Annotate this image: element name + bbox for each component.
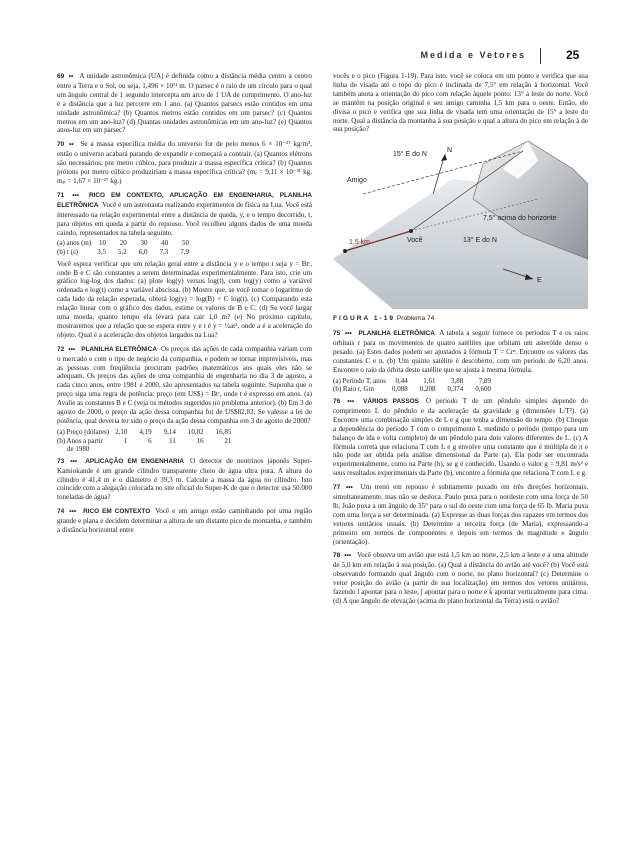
- problem-76: [333, 397, 588, 478]
- problem-75: [333, 329, 588, 375]
- problem-78: [333, 551, 588, 605]
- problem-70: [57, 140, 312, 186]
- problem-73: [57, 457, 312, 503]
- difficulty-dots: ••: [69, 141, 74, 149]
- north-label: N: [447, 147, 453, 155]
- difficulty-dots: •••: [347, 397, 355, 405]
- angle-label-friend: 15° E do N: [393, 151, 427, 159]
- problem-number: 78: [333, 552, 341, 560]
- problem-69: [57, 72, 312, 135]
- table-cell: (a) Período T, anos: [333, 376, 387, 385]
- difficulty-dots: •••: [344, 330, 352, 338]
- problem-number: 77: [333, 484, 341, 492]
- problem-72: [57, 345, 312, 426]
- problem-number: 72: [57, 345, 65, 353]
- table-cell: 11: [169, 436, 176, 445]
- table-row: [333, 377, 503, 386]
- problem-tag: APLICAÇÃO EM ENGENHARIA: [85, 457, 184, 465]
- table-cell: 20: [119, 239, 127, 248]
- page-number: 25: [566, 48, 580, 62]
- table-cell: 30: [140, 239, 148, 248]
- chapter-title: Medida e Vetores: [420, 50, 526, 60]
- table-cell: 10,82: [187, 427, 204, 436]
- table-row: [333, 385, 503, 394]
- friend-marker: [343, 249, 347, 253]
- you-marker: [409, 229, 413, 233]
- problem-tag: PLANILHA ELETRÔNICA: [81, 345, 157, 353]
- difficulty-dots: •••: [344, 552, 352, 560]
- table-cell: 6: [148, 436, 152, 445]
- figure-number: FIGURA 1-19: [333, 315, 396, 323]
- problem-74-continued: vocês e o pico (Figura 1-19). Para isto, você se coloca em um ponto e verifica que sua linha de visada até o topo do pico é inclinada de 7,5° em relação à horizontal. Você também anota a orientação do pico com relação àquele ponto: 13° a leste do norte. Você se mantém na posição original e seu amigo caminha 1,5 km para o oeste. Então, ele divisa o pico e verifica que sua linha de visada tem uma orientação de 15° a leste do norte. Qual a distância da montanha à sua posição e qual a altura do pico em relação à de sua posição?: [333, 72, 588, 134]
- difficulty-dots: •••: [69, 508, 77, 516]
- distance-label: 1,5 km: [349, 239, 371, 247]
- friend-label: Amigo: [347, 177, 367, 185]
- problem-number: 75: [333, 330, 341, 338]
- table-cell: 5,2: [117, 248, 127, 256]
- table-cell: 3,5: [97, 248, 106, 256]
- problem-text: Os preços das ações de cada companhia variam com o mercado e com o tipo de negócio da companhia, e podem se tornar imprevisíveis, mas as pessoas com freqüência procuram padrões matemáticos aos quais eles não se adequam. Os preços das ações de uma companhia de engenharia no dia 3 de agosto, a cada cinco anos, entre 1981 e 2000, são apresentados na tabela seguinte. Suponha que o preço siga uma regra de potência: preço (em US$) = Btᶜ, onde t é expresso em anos. (a) Avalie as constantes B e C (veja os métodos sugeridos no problema anterior). (b) Em 3 de agosto de 2000, o preço da ação dessa companhia foi de US$82,83. Se valesse a lei de potência, qual deveria ter sido o preço da ação dessa companhia em 3 de agosto de 2000?: [57, 344, 313, 425]
- table-cell: (b) t (s): [57, 248, 78, 256]
- problem-text: Um trenó em repouso é subitamente puxado em três direções horizontais, simultaneamente, mas não se desloca. Paulo puxa para o nordeste com uma força de 50 lb. João puxa a um ângulo de 35° para o sul do oeste com uma força de 65 lb. Maria puxa com uma força a ser determinada. (a) Expresse as duas forças dos rapazes em termos dos vetores unitários usuais. (b) Determine a terceira força (de Maria), expressando-a primeiro em termos de componentes e depois em termos de magnitude e ângulo (orientação).: [333, 483, 588, 546]
- table-cell: 0,374: [447, 385, 464, 394]
- table-cell: de 1980: [67, 445, 90, 454]
- problem-text: Você é um astronauta realizando experimentos de física na Lua. Você está interessado na relação experimental entre a distância de queda, y, e o tempo decorrido, t, para objetos em queda a partir do repouso. Você recolheu alguns dados de uma moeda caindo, representados na tabela seguinte.: [57, 200, 312, 237]
- table-cell: 10: [98, 239, 106, 248]
- difficulty-dots: •••: [70, 457, 78, 465]
- table-cell: 2,10: [115, 427, 128, 436]
- table-cell: (b) Raio r, Gm: [333, 385, 374, 394]
- bearing-label: 13° E do N: [463, 237, 497, 245]
- table-row: [57, 428, 243, 437]
- table-cell: 3,88: [451, 376, 464, 385]
- east-label: E: [537, 277, 542, 285]
- problem-text: Você e um amigo estão caminhando por uma região grande e plana e decidem determinar a altura de um distante pico de montanha, e também a distância horizontal entre: [57, 507, 312, 535]
- problem-tag: PLANILHA ELETRÔNICA: [358, 330, 435, 338]
- running-header: [0, 48, 638, 68]
- table-75: [333, 377, 503, 394]
- problem-71: [57, 191, 312, 238]
- table-cell: 7,89: [478, 376, 492, 385]
- problem-text: O detector de neutrinos japonês Super-Kamiokande é um grande cilindro transparente cheio de água ultra pura. A altura do cilindro é 41,4 m e o diâmetro é 39,3 m. Calcule a massa da água no cilindro. Isto coincide com a alegação colocada no site oficial do Super-K de que o detector usa 50.000 toneladas de água?: [57, 456, 312, 502]
- right-column: [333, 72, 588, 611]
- problem-number: 71: [57, 191, 65, 199]
- table-row: [57, 445, 243, 454]
- table-cell: (b) Anos a partir: [57, 436, 104, 445]
- table-cell: 0,600: [475, 385, 492, 394]
- table-cell: 21: [224, 436, 232, 445]
- table-row: [57, 437, 243, 446]
- table-cell: 0,44: [395, 376, 408, 385]
- table-cell: 6,0: [138, 248, 148, 256]
- problem-tag: RICO EM CONTEXTO: [83, 508, 151, 516]
- table-cell: 7,3: [159, 248, 169, 256]
- problem-77: [333, 483, 588, 546]
- problem-tag: VÁRIOS PASSOS: [363, 397, 419, 405]
- table-cell: 0,088: [392, 385, 408, 394]
- difficulty-dots: •••: [345, 484, 353, 492]
- problem-74: [57, 507, 312, 535]
- problem-tag: RICO EM CONTEXTO, APLICAÇÃO EM ENGENHARIA, PLANILHA ELETRÔNICA: [57, 191, 312, 209]
- figure-1-19: [333, 139, 588, 309]
- problem-number: 69: [57, 73, 65, 80]
- table-cell: 16: [196, 436, 204, 445]
- difficulty-dots: •••: [68, 345, 76, 353]
- problem-text: O período T de um pêndulo simples depende do comprimento L do pêndulo e da aceleração da gravidade g (dimensões L/T²). (a) Encontre uma combinação simples de L e g que tenha a dimensão do tempo. (b) Cheque a dependência do período T com o comprimento L medindo o período (tempo para um balanço de ida e volta completo) de um pêndulo para dois valores diferentes de L. (c) A fórmula correta que relaciona T com L e g envolve uma constante que é múltipla de π e não pode ser obtida pela análise dimensional da Parte (a). Ela pode ser encontrada experimentalmente, como na Parte (b), se g é conhecido. Usando o valor g = 9,81 m/s² e seus resultados experimentais da Parte (b), encontre a fórmula que relaciona T com L e g.: [333, 396, 588, 478]
- table-71: [57, 239, 201, 256]
- figure-caption-text: Problema 74: [396, 315, 435, 323]
- problem-text: Se a massa específica média do universo for de pelo menos 6 × 10⁻²⁷ kg/m³, então o universo acabará parando de expandir e começará a contrair. (a) Quantos elétrons são necessários, por metro cúbico, para produzir a massa específica crítica? (b) Quantos prótons por metro cúbico produziriam a massa específica crítica? (mₑ = 9,11 × 10⁻³¹ kg, mₚ = 1,67 × 10⁻²⁷ kg.): [57, 140, 312, 185]
- table-cell: 9,14: [163, 427, 176, 436]
- mountain-illustration: [333, 139, 588, 309]
- table-cell: 40: [161, 239, 169, 248]
- table-cell: 16,85: [215, 427, 232, 436]
- header-divider: [540, 48, 541, 64]
- problem-text: A tabela a seguir fornece os períodos T e os raios orbitais r para os movimentos de quatro satélites que orbitam um asteróide denso e pesado. (a) Estes dados podem ser ajustados à fórmula T = Crⁿ. Encontre os valores das constantes C e n. (b) Um quinto satélite é descoberto, com um período de 6,20 anos. Encontre o raio da órbita deste satélite que se ajusta à mesma fórmula.: [333, 329, 588, 374]
- table-cell: (a) Preço (dólares): [57, 427, 110, 436]
- problem-71-continued: Você espera verificar que um relação geral entre a distância y e o tempo t seja y = Btᶜ, onde B e C são constantes a serem determinadas experimentalmente. Para isto, crie um gráfico log-log dos dados: (a) plote log(y) versus log(t), com log(y) como a variável ordenada e log(t) como a variável abscissa. (b) Mostre que, se você tomar o logaritmo de cada lado da relação esperada, obterá log(y) = log(B) + C log(t). (c) Comparando esta relação linear com o gráfico dos dados, estime os valores de B e C. (d) Se você largar uma moeda, quanto tempo ela levará para cair 1,0 m? (e) No próximo capítulo, mostraremos que a relação que se espera entre y e t é y = ½at², onde a é a aceleração do objeto. Qual é a aceleração dos objetos largados na Lua?: [57, 259, 312, 339]
- problem-text: A unidade astronômica (UA) é definida como a distância média centro a centro entre a Terra e o Sol, ou seja, 1,496 × 10¹¹ m. O parsec é o raio de um círculo para o qual um ângulo central de 1 segundo intercepta um arco de 1 UA de comprimento. O ano-luz é a distância que a luz percorre em 1 ano. (a) Quantos parsecs estão contidos em uma unidade astronômica? (b) Quantos metros estão contidos em um parsec? (c) Quantos metros em um ano-luz? (d) Quantas unidades astronômicas em um ano-luz? (e) Quantos anos-luz em um parsec?: [57, 72, 312, 135]
- problem-number: 76: [333, 397, 341, 405]
- problem-number: 73: [57, 457, 65, 465]
- table-cell: 0,208: [419, 385, 436, 394]
- table-cell: (a) anos (m): [57, 239, 92, 248]
- difficulty-dots: •••: [72, 191, 80, 199]
- table-row: [57, 239, 201, 248]
- table-cell: 50: [181, 239, 189, 248]
- problem-number: 70: [57, 141, 65, 149]
- table-row: [57, 248, 201, 257]
- difficulty-dots: ••: [68, 73, 74, 80]
- figure-caption: [333, 315, 588, 324]
- table-72: [57, 428, 243, 454]
- table-cell: 4,19: [139, 427, 152, 436]
- you-label: Você: [407, 237, 423, 245]
- left-column: [57, 72, 312, 540]
- elevation-label: 7,5° acima do horizonte: [483, 215, 557, 223]
- problem-text: Você observa um avião que está 1,5 km ao norte, 2,5 km a leste e a uma altitude de 5,0 km em relação à sua posição. (a) Qual a distância do avião até você? (b) Você está observando formando qual ângulo com o norte, no plano horizontal? (c) Determine o vetor posição do avião (a partir de sua localização) em termos dos vetores unitários, fazendo î apontar para o leste, ĵ apontar para o norte e k̂ apontar verticalmente para cima. (d) A que ângulo de elevação (acima do plano horizontal da Terra) está o avião?: [333, 551, 588, 605]
- table-cell: 1,61: [423, 376, 436, 385]
- table-cell: 7,9: [180, 248, 189, 256]
- problem-number: 74: [57, 508, 65, 516]
- table-cell: 1: [123, 436, 128, 445]
